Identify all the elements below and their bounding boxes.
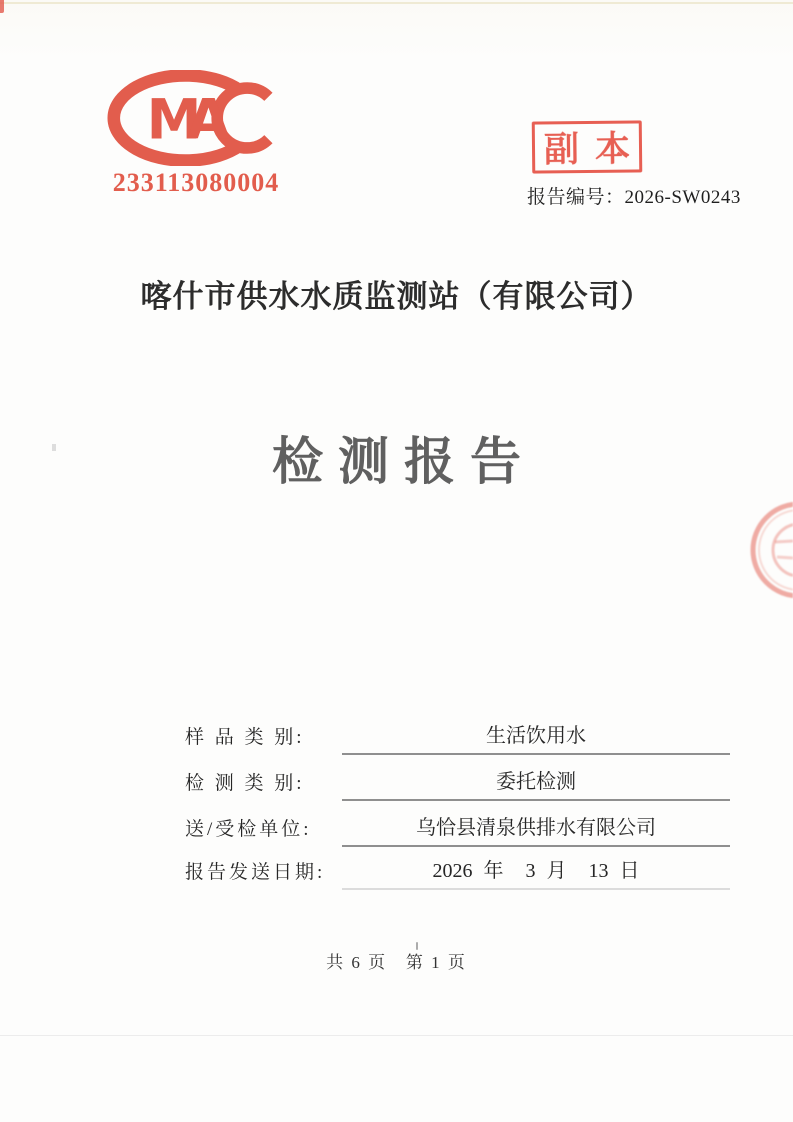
report-number: 报告编号：2026-SW0243 [527, 187, 741, 208]
cma-certificate-number: 233113080004 [112, 168, 280, 197]
field-row-sample-category [185, 719, 730, 755]
field-label: 报告发送日期: [185, 862, 326, 883]
copy-stamp-char-left: 副 [543, 130, 580, 170]
field-value: 生活饮用水 [342, 719, 730, 755]
field-value: 2026 年 3 月 13 日 [342, 854, 730, 890]
cma-logo-icon [106, 70, 284, 166]
scan-line-artifact [0, 1035, 793, 1036]
field-label: 样 品 类 别: [185, 727, 305, 748]
field-label: 检 测 类 别: [185, 773, 305, 794]
cma-letters-ma: MA [146, 88, 230, 153]
field-row-send-date [185, 854, 730, 890]
round-seal-icon [737, 495, 793, 615]
page-pagination: 共 6 页 第 1 页 [326, 953, 467, 972]
round-seal-stamp [737, 495, 793, 615]
field-label: 送/受检单位: [185, 819, 312, 840]
cma-accreditation-stamp [106, 70, 286, 198]
field-row-client-unit [185, 811, 730, 847]
organization-title: 喀什市供水水质监测站（有限公司） [140, 279, 653, 314]
report-title: 检测报告 [271, 435, 536, 491]
field-row-test-category [185, 765, 730, 801]
field-value: 乌恰县清泉供排水有限公司 [342, 811, 730, 847]
red-corner-artifact [0, 0, 4, 13]
copy-stamp [532, 120, 643, 173]
scan-edge-artifact [0, 2, 793, 4]
copy-stamp-char-right: 本 [594, 129, 631, 169]
field-value: 委托检测 [342, 765, 730, 801]
